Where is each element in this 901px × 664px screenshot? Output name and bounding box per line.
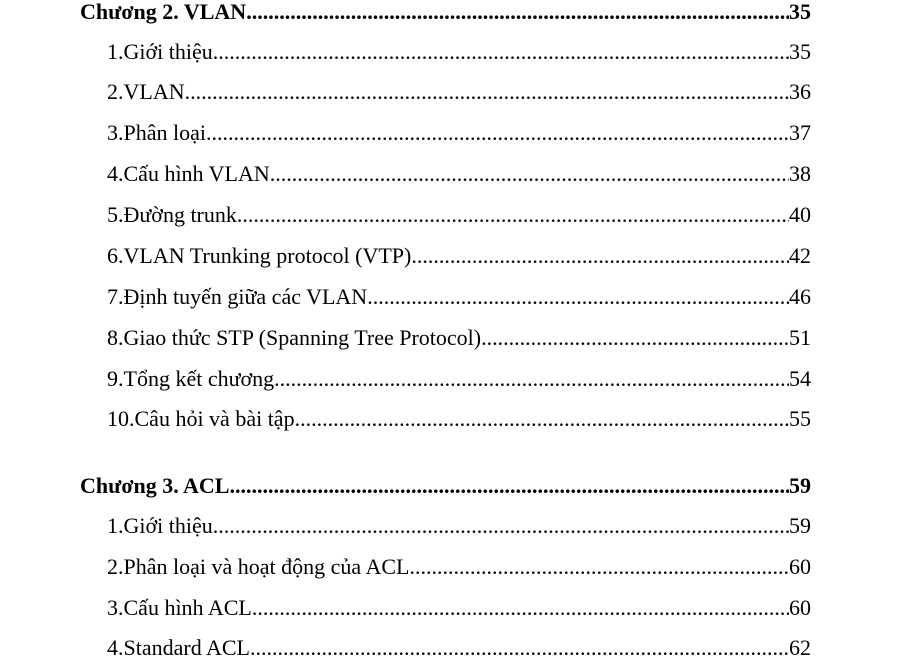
entry-number: 7. [107, 284, 124, 309]
entry-label: VLAN [123, 79, 185, 104]
dot-leader [237, 199, 789, 231]
entry-number: 2. [107, 79, 124, 104]
entry-number: 1. [107, 513, 124, 538]
dot-leader [411, 240, 789, 272]
page-number: 35 [789, 0, 811, 24]
page-number: 36 [789, 79, 811, 104]
page-number: 62 [789, 635, 811, 660]
toc-entry[interactable] [0, 510, 901, 542]
toc-entry[interactable] [0, 199, 901, 231]
page-number: 46 [789, 284, 811, 309]
page-number: 55 [789, 406, 811, 431]
entry-number: 6. [107, 243, 124, 268]
toc-entry[interactable] [0, 117, 901, 149]
entry-number: 1. [107, 39, 124, 64]
entry-number: 2. [107, 554, 124, 579]
page-number: 35 [789, 39, 811, 64]
page-number: 60 [789, 554, 811, 579]
dot-leader [252, 592, 789, 624]
toc-chapter-2[interactable] [0, 0, 901, 28]
dot-leader [250, 632, 789, 664]
entry-number: 3. [107, 120, 124, 145]
entry-label: Định tuyến giữa các VLAN [123, 284, 368, 309]
toc-entry[interactable] [0, 281, 901, 313]
toc-entry[interactable] [0, 403, 901, 435]
dot-leader [206, 117, 789, 149]
page-number: 59 [789, 513, 811, 538]
entry-label: Tổng kết chương [123, 366, 275, 391]
dot-leader [270, 158, 789, 190]
toc-entry[interactable] [0, 322, 901, 354]
page-number: 37 [789, 120, 811, 145]
page-number: 51 [789, 325, 811, 350]
entry-number: 5. [107, 202, 124, 227]
toc-entry[interactable] [0, 592, 901, 624]
entry-label: VLAN Trunking protocol (VTP) [123, 243, 412, 268]
entry-label: Phân loại [123, 120, 206, 145]
chapter-title: Chương 3. ACL [80, 473, 230, 498]
dot-leader [481, 322, 789, 354]
toc-entry[interactable] [0, 76, 901, 108]
entry-label: Đường trunk [123, 202, 237, 227]
toc-entry[interactable] [0, 632, 901, 664]
entry-label: Giới thiệu [123, 513, 213, 538]
dot-leader [409, 551, 789, 583]
dot-leader [367, 281, 789, 313]
page-number: 40 [789, 202, 811, 227]
dot-leader [246, 0, 789, 28]
entry-number: 8. [107, 325, 124, 350]
chapter-title: Chương 2. VLAN [80, 0, 247, 24]
entry-number: 4. [107, 161, 124, 186]
toc-entry[interactable] [0, 36, 901, 68]
dot-leader [213, 36, 789, 68]
entry-label: Phân loại và hoạt động của ACL [123, 554, 410, 579]
dot-leader [295, 403, 789, 435]
page-number: 60 [789, 595, 811, 620]
entry-number: 3. [107, 595, 124, 620]
dot-leader [274, 363, 789, 395]
toc-chapter-3[interactable] [0, 470, 901, 502]
toc-entry[interactable] [0, 551, 901, 583]
dot-leader [213, 510, 789, 542]
entry-label: Giới thiệu [123, 39, 213, 64]
dot-leader [185, 76, 789, 108]
entry-number: 10. [107, 406, 135, 431]
page-number: 42 [789, 243, 811, 268]
entry-number: 9. [107, 366, 124, 391]
page-number: 59 [789, 473, 811, 498]
entry-number: 4. [107, 635, 124, 660]
entry-label: Giao thức STP (Spanning Tree Protocol) [123, 325, 482, 350]
toc-entry[interactable] [0, 363, 901, 395]
entry-label: Cấu hình ACL [123, 595, 252, 620]
entry-label: Cấu hình VLAN [123, 161, 270, 186]
entry-label: Standard ACL [123, 635, 250, 660]
page-number: 54 [789, 366, 811, 391]
toc-entry[interactable] [0, 158, 901, 190]
toc-entry[interactable] [0, 240, 901, 272]
entry-label: Câu hỏi và bài tập [134, 406, 295, 431]
page-number: 38 [789, 161, 811, 186]
dot-leader [229, 470, 789, 502]
